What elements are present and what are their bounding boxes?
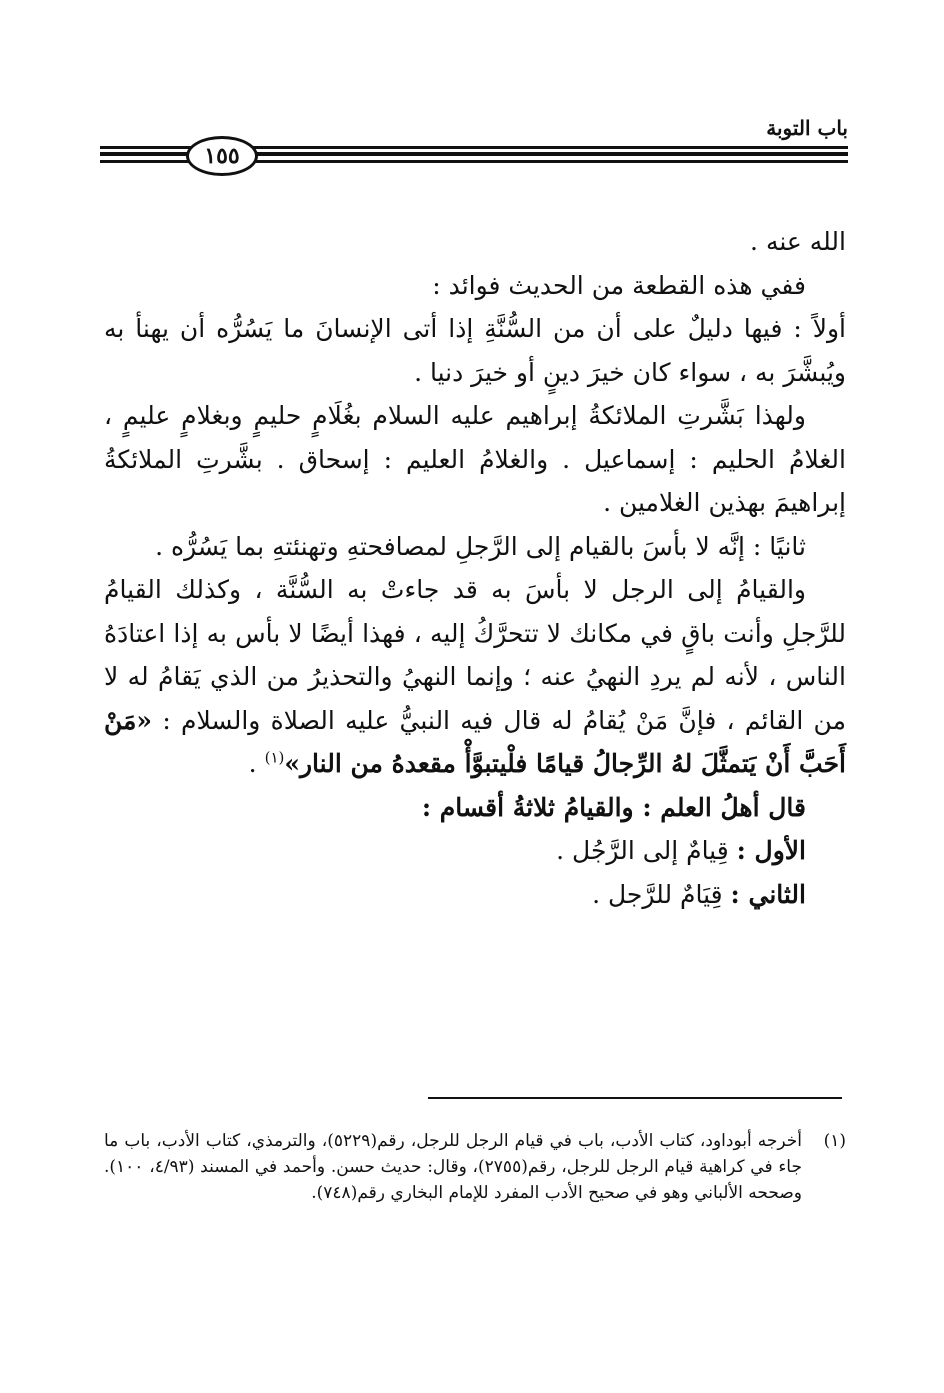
- paragraph: ففي هذه القطعة من الحديث فوائد :: [432, 270, 806, 300]
- paragraph: ثانيًا : إنَّه لا بأسَ بالقيام إلى الرَّجلِ لمصافحتهِ وتهنئتهِ بما يَسُرُّه .: [155, 531, 806, 561]
- main-text: [104, 220, 846, 916]
- footnote-separator: [428, 1097, 842, 1099]
- list-item-label: الأول :: [736, 836, 806, 865]
- footnote-text: أخرجه أبوداود، كتاب الأدب، باب في قيام الرجل للرجل، رقم(٥٢٢٩)، والترمذي، كتاب الأدب، باب ما جاء في كراهية قيام الرجل للرجل، رقم(٢٧٥٥)، وقال: حديث حسن. وأحمد في المسند (٤/٩٣، ١٠٠). وصححه الألباني وهو في صحيح الأدب المفرد للإمام البخاري رقم(٧٤٨).: [104, 1131, 802, 1203]
- list-item-text: قِيامٌ إلى الرَّجُل .: [556, 836, 737, 865]
- paragraph: ولهذا بَشَّرتِ الملائكةُ إبراهيم عليه السلام بغُلَامٍ حليمٍ وبغلامٍ عليمٍ ، الغلامُ الحليم : إسماعيل . والغلامُ العليم : إسحاق . بشَّرتِ الملائكةُ إبراهيمَ بهذين الغلامين .: [104, 401, 846, 517]
- paragraph: [104, 568, 846, 786]
- hadith-quote: «مَنْ أَحَبَّ أَنْ يَتمثَّلَ لهُ الرِّجالُ قيامًا فلْيتبوَّأْ مقعدهُ من النار»: [104, 705, 846, 778]
- list-item: [104, 829, 846, 873]
- page-number: ١٥٥: [204, 143, 240, 169]
- list-item-text: قِيَامٌ للرَّجل .: [592, 879, 731, 909]
- footnote-marker: (١): [823, 1131, 846, 1151]
- footnote-reference: (١): [264, 748, 285, 767]
- paragraph: الله عنه .: [750, 227, 846, 256]
- list-item: [104, 873, 846, 917]
- paragraph-text: والقيامُ إلى الرجل لا بأسَ به قد جاءتْ به السُّنَّة ، وكذلك القيامُ للرَّجلِ وأنت باقٍ في مكانك لا تتحرَّكُ إليه ، فهذا أيضًا لا بأس به إذا اعتادَهُ الناس ، لأنه لم يردِ النهيُ عنه ؛ وإنما النهيُ والتحذيرُ من الذي يَقامُ له لا من القائم ، فإنَّ مَنْ يُقامُ له قال فيه النبيُّ عليه الصلاة والسلام :: [104, 575, 846, 735]
- page-header: [100, 112, 848, 182]
- list-item-label: الثاني :: [730, 879, 806, 909]
- paragraph: أولاً : فيها دليلٌ على أن من السُّنَّةِ إذا أتى الإنسانَ ما يَسُرُّه أن يهنأ به ويُبشَّرَ به ، سواء كان خيرَ دينٍ أو خيرَ دنيا .: [104, 314, 846, 387]
- sentence-end: .: [248, 749, 265, 778]
- footnote: [104, 1128, 846, 1206]
- chapter-title: باب التوبة: [766, 116, 848, 140]
- page-number-frame: [186, 136, 258, 176]
- paragraph: قال أهلُ العلم : والقيامُ ثلاثةُ أقسام :: [421, 792, 806, 822]
